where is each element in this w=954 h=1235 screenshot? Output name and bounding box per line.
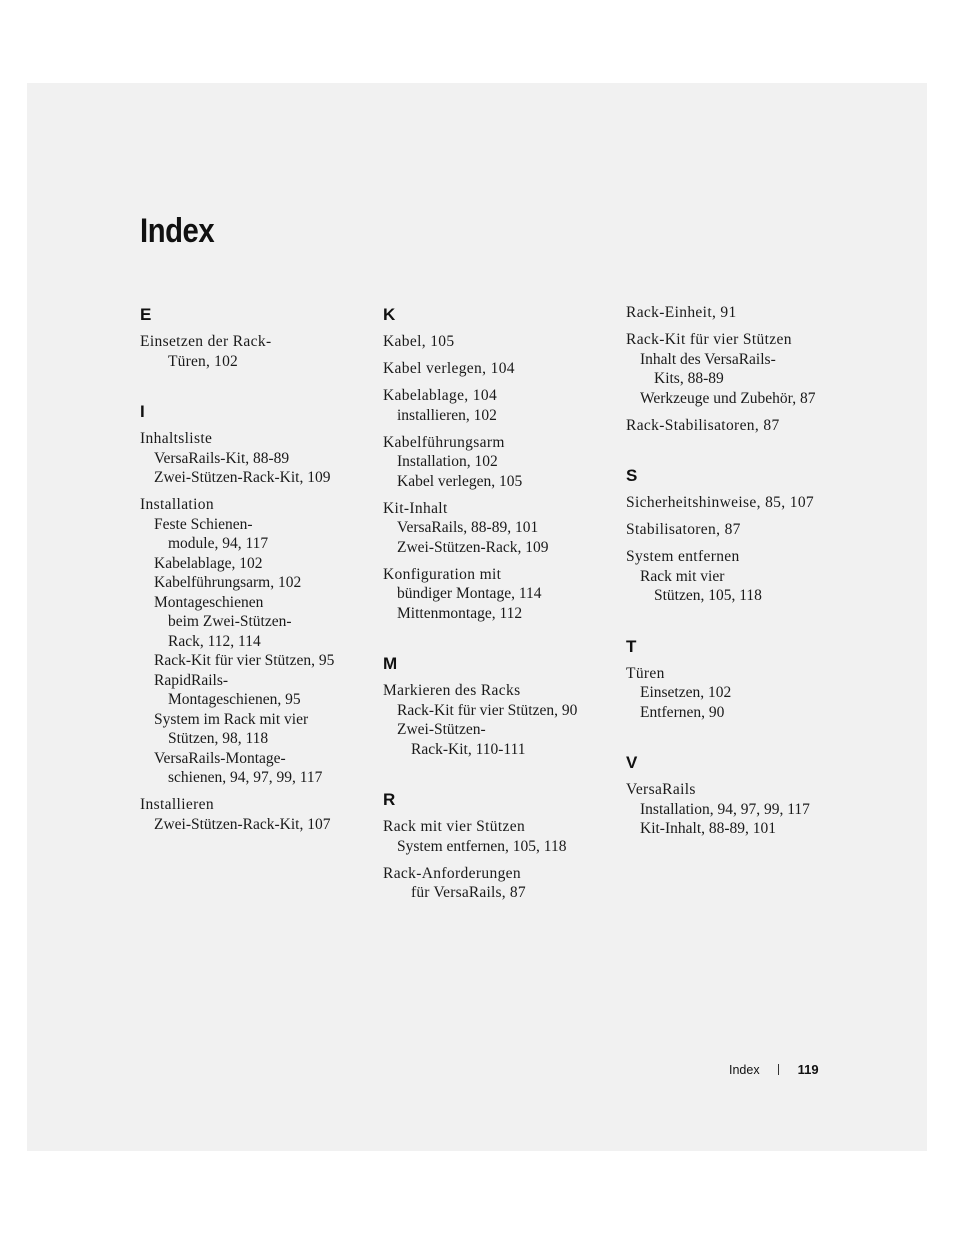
entry-continuation: Kits, 88-89 xyxy=(654,370,724,387)
section-letter: S xyxy=(626,466,638,485)
entry-term: Rack mit vier Stützen xyxy=(383,818,526,835)
entry-subterm: VersaRails-Montage- xyxy=(154,749,286,767)
entry-continuation: Montageschienen, 95 xyxy=(168,691,301,708)
index-entry xyxy=(383,332,613,352)
section-letter: T xyxy=(626,636,637,656)
entry-term: Konfiguration mit xyxy=(383,565,502,583)
index-entry xyxy=(383,681,613,759)
entry-subterm: Zwei-Stützen-Rack-Kit, 109 xyxy=(154,469,331,486)
page-title: Index xyxy=(140,212,215,250)
index-section xyxy=(383,790,613,903)
footer-label: Index xyxy=(729,1062,760,1077)
index-section xyxy=(626,466,856,606)
entry-term: Kabel, 105 xyxy=(383,333,455,350)
section-letter: M xyxy=(383,654,398,673)
entry-subterm: Kit-Inhalt, 88-89, 101 xyxy=(640,820,777,837)
index-entry xyxy=(383,864,613,903)
entry-continuation: Stützen, 98, 118 xyxy=(168,730,269,747)
entry-subterm: Installation, 102 xyxy=(397,453,498,470)
entry-continuation: für VersaRails, 87 xyxy=(411,884,526,901)
entry-term: VersaRails xyxy=(626,781,696,798)
index-entry xyxy=(383,565,613,624)
index-entry xyxy=(626,330,856,408)
entry-term: Rack-Stabilisatoren, 87 xyxy=(626,416,780,434)
index-section xyxy=(383,654,613,759)
index-entry xyxy=(626,416,856,436)
entry-term: Kabel verlegen, 104 xyxy=(383,360,515,377)
entry-subterm: Kabelführungsarm, 102 xyxy=(154,574,302,591)
entry-term: Türen xyxy=(626,664,665,682)
entry-continuation: Rack, 112, 114 xyxy=(168,632,261,650)
index-entry xyxy=(626,303,856,323)
entry-subterm: RapidRails- xyxy=(154,671,229,689)
entry-term: Installieren xyxy=(140,796,214,813)
entry-continuation: module, 94, 117 xyxy=(168,535,269,552)
entry-subterm: Kabelablage, 102 xyxy=(154,554,263,572)
entry-subterm: VersaRails-Kit, 88-89 xyxy=(154,449,290,467)
entry-subterm: Rack-Kit für vier Stützen, 95 xyxy=(154,652,335,669)
entry-term: System entfernen xyxy=(626,548,740,565)
entry-subterm: Mittenmontage, 112 xyxy=(397,604,523,622)
entry-continuation: Stützen, 105, 118 xyxy=(654,587,762,604)
index-column-3 xyxy=(626,303,856,870)
entry-continuation: beim Zwei-Stützen- xyxy=(168,613,292,630)
entry-term: Markieren des Racks xyxy=(383,682,521,699)
entry-term: Einsetzen der Rack- xyxy=(140,333,272,350)
entry-term: Installation xyxy=(140,496,214,513)
index-entry xyxy=(383,499,613,558)
entry-term: Stabilisatoren, 87 xyxy=(626,521,741,538)
entry-subterm: Inhalt des VersaRails- xyxy=(640,350,776,368)
section-letter: E xyxy=(140,305,152,324)
entry-continuation: Rack-Kit, 110-111 xyxy=(411,740,526,758)
footer-separator xyxy=(778,1064,779,1075)
index-entry xyxy=(626,547,856,606)
index-entry xyxy=(140,495,370,788)
entry-subterm: bündiger Montage, 114 xyxy=(397,585,542,602)
entry-subterm: System im Rack mit vier xyxy=(154,710,309,728)
index-section xyxy=(626,753,856,839)
entry-subterm: Entfernen, 90 xyxy=(640,703,725,721)
index-entry xyxy=(626,664,856,723)
page-footer xyxy=(729,1062,819,1077)
entry-subterm: Rack mit vier xyxy=(640,567,725,585)
index-entry xyxy=(626,520,856,540)
section-letter: I xyxy=(140,402,145,421)
index-entry xyxy=(140,332,370,371)
entry-term: Inhaltsliste xyxy=(140,430,213,447)
index-column-1 xyxy=(140,305,370,865)
index-entry xyxy=(383,359,613,379)
entry-subterm: Zwei-Stützen- xyxy=(397,721,486,738)
entry-subterm: System entfernen, 105, 118 xyxy=(397,837,567,855)
index-entry xyxy=(383,817,613,856)
section-letter: R xyxy=(383,790,396,809)
section-letter: K xyxy=(383,305,396,324)
entry-subterm: Installation, 94, 97, 99, 117 xyxy=(640,800,810,818)
index-section xyxy=(626,303,856,435)
entry-subterm: VersaRails, 88-89, 101 xyxy=(397,519,539,536)
entry-subterm: Montageschienen xyxy=(154,593,264,611)
index-entry xyxy=(383,386,613,425)
entry-term: Rack-Anforderungen xyxy=(383,864,521,882)
index-section xyxy=(140,402,370,834)
entry-term: Kit-Inhalt xyxy=(383,499,448,517)
entry-term: Rack-Einheit, 91 xyxy=(626,304,737,321)
index-entry xyxy=(140,429,370,488)
entry-term: Kabelführungsarm xyxy=(383,433,505,451)
entry-term: Rack-Kit für vier Stützen xyxy=(626,331,792,348)
entry-subterm: Einsetzen, 102 xyxy=(640,684,732,701)
entry-subterm: installieren, 102 xyxy=(397,406,497,424)
index-entry xyxy=(140,795,370,834)
entry-subterm: Zwei-Stützen-Rack-Kit, 107 xyxy=(154,815,331,833)
index-section xyxy=(383,305,613,623)
section-letter: V xyxy=(626,753,638,772)
entry-continuation: Türen, 102 xyxy=(168,352,239,370)
entry-subterm: Feste Schienen- xyxy=(154,515,253,533)
entry-subterm: Werkzeuge und Zubehör, 87 xyxy=(640,389,816,407)
index-section xyxy=(626,637,856,723)
entry-term: Kabelablage, 104 xyxy=(383,387,498,404)
entry-subterm: Rack-Kit für vier Stützen, 90 xyxy=(397,701,578,719)
page-number: 119 xyxy=(797,1062,819,1077)
index-entry xyxy=(626,780,856,839)
entry-subterm: Kabel verlegen, 105 xyxy=(397,472,523,490)
index-column-2 xyxy=(383,305,613,934)
index-entry xyxy=(626,493,856,513)
index-section xyxy=(140,305,370,371)
entry-continuation: schienen, 94, 97, 99, 117 xyxy=(168,769,323,786)
entry-subterm: Zwei-Stützen-Rack, 109 xyxy=(397,538,549,556)
entry-term: Sicherheitshinweise, 85, 107 xyxy=(626,494,815,511)
index-entry xyxy=(383,433,613,492)
